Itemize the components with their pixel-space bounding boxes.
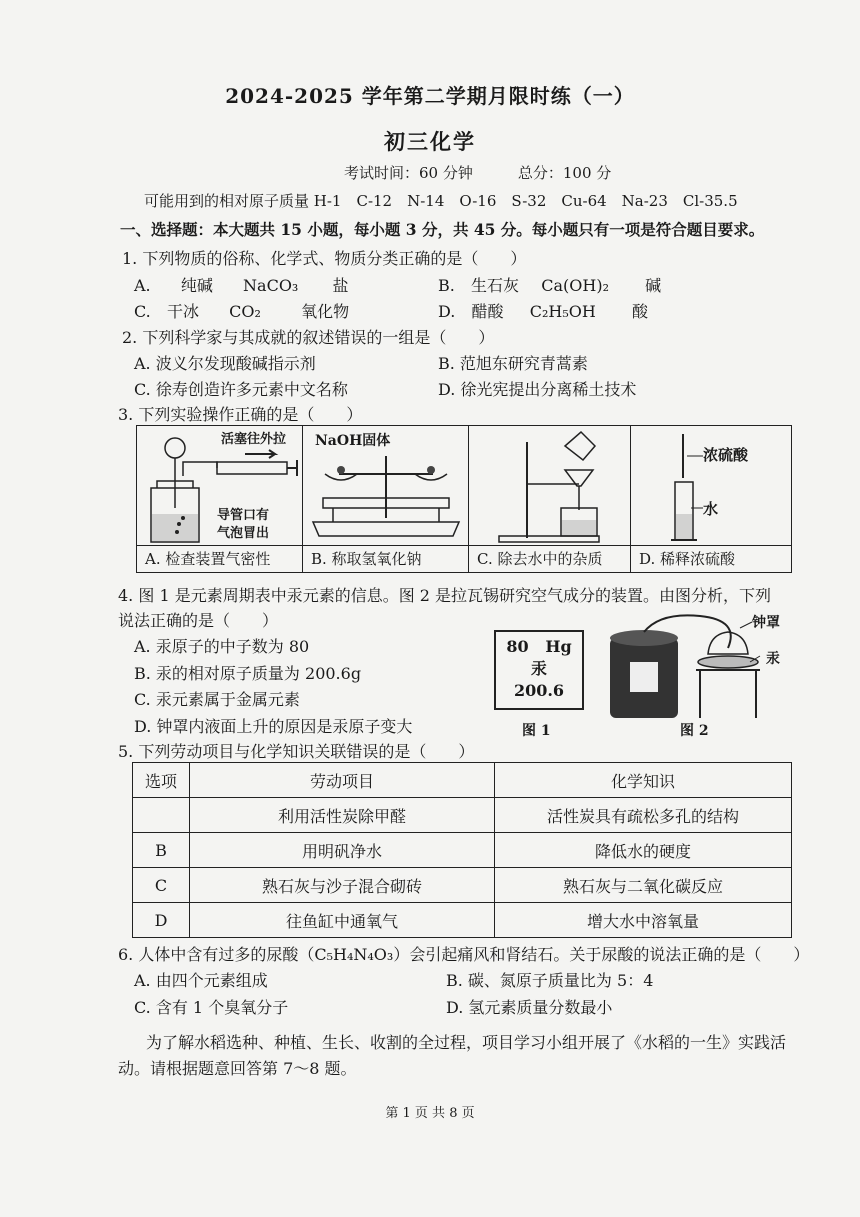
atomic-masses: 可能用到的相对原子质量 H-1 C-12 N-14 O-16 S-32 Cu-64 Na-23 Cl-35.5 [144, 192, 738, 210]
header-labor: 劳动项目 [190, 763, 495, 798]
subject-title: 初三化学 [384, 129, 476, 154]
q3-caption-c: C. 除去水中的杂质 [469, 545, 630, 572]
question-4-stem-1: 4. 图 1 是元素周期表中汞元素的信息。图 2 是拉瓦锡研究空气成分的装置。由图分析，下列 [118, 586, 772, 605]
figure-1-label: 图 1 [522, 723, 551, 739]
option-name: 生石灰 [471, 276, 520, 295]
question-3-stem: 3. 下列实验操作正确的是（ ） [118, 405, 363, 424]
label-bubbles-2: 气泡冒出 [217, 526, 270, 541]
question-5-stem: 5. 下列劳动项目与化学知识关联错误的是（ ） [118, 742, 475, 761]
q1-option-c[interactable] [134, 299, 349, 322]
question-2-stem: 2. 下列科学家与其成就的叙述错误的一组是（ ） [122, 328, 495, 347]
row-chemistry: 熟石灰与二氧化碳反应 [495, 868, 792, 903]
filtration-illustration [469, 426, 631, 546]
page-number: 第 1 页 共 8 页 [385, 1106, 475, 1121]
row-labor: 利用活性炭除甲醛 [190, 798, 495, 833]
q6-option-b[interactable]: B. 碳、氮原子质量比为 5：4 [446, 971, 654, 990]
option-type: 氧化物 [301, 302, 350, 321]
question-1-stem: 1. 下列物质的俗称、化学式、物质分类正确的是（ ） [122, 249, 527, 268]
option-letter: C. [134, 302, 151, 321]
q3-caption-d: D. 稀释浓硫酸 [631, 545, 791, 572]
option-formula: Ca(OH)₂ [541, 276, 609, 295]
option-formula: CO₂ [229, 302, 261, 321]
q3-caption-b: B. 称取氢氧化钠 [303, 545, 468, 572]
row-chemistry: 活性炭具有疏松多孔的结构 [495, 798, 792, 833]
row-option [133, 798, 190, 833]
q2-option-a[interactable]: A. 波义尔发现酸碱指示剂 [134, 354, 316, 373]
label-conc-sulfuric-acid: 浓硫酸 [703, 446, 749, 464]
q4-option-d[interactable]: D. 钟罩内液面上升的原因是汞原子变大 [134, 717, 413, 736]
passage-line-2: 动。请根据题意回答第 7～8 题。 [118, 1059, 357, 1078]
row-chemistry: 降低水的硬度 [495, 833, 792, 868]
label-plunger-out: 活塞往外拉 [221, 432, 287, 447]
element-symbol: Hg [545, 637, 572, 656]
header-chemistry: 化学知识 [495, 763, 792, 798]
exam-info: 考试时间：60 分钟 总分：100 分 [344, 164, 612, 182]
label-bell-jar: 钟罩 [752, 615, 780, 631]
row-option: C [133, 868, 190, 903]
option-formula: C₂H₅OH [529, 302, 596, 321]
q6-option-a[interactable]: A. 由四个元素组成 [134, 971, 268, 990]
option-name: 纯碱 [180, 276, 213, 295]
q1-option-a[interactable] [134, 273, 349, 296]
atomic-number: 80 [506, 637, 529, 656]
q1-option-d[interactable] [438, 299, 648, 322]
option-letter: D. [438, 302, 456, 321]
header-option: 选项 [133, 763, 190, 798]
option-name: 干冰 [166, 302, 199, 321]
row-labor: 往鱼缸中通氧气 [190, 903, 495, 938]
option-letter: B. [438, 276, 455, 295]
q6-option-c[interactable]: C. 含有 1 个臭氧分子 [134, 998, 289, 1017]
question-4-stem-2: 说法正确的是（ ） [118, 611, 279, 630]
row-option: D [133, 903, 190, 938]
q4-option-a[interactable]: A. 汞原子的中子数为 80 [134, 637, 310, 656]
label-mercury: 汞 [766, 651, 780, 667]
element-name: 汞 [530, 659, 547, 678]
q3-cell-b[interactable] [303, 426, 469, 572]
label-naoh: NaOH固体 [315, 433, 391, 449]
q3-cell-c[interactable] [469, 426, 631, 572]
passage-line-1: 为了解水稻选种、种植、生长、收割的全过程，项目学习小组开展了《水稻的一生》实践活 [146, 1033, 787, 1052]
q3-cell-a[interactable] [137, 426, 303, 572]
row-chemistry: 增大水中溶氧量 [495, 903, 792, 938]
row-labor: 熟石灰与沙子混合砌砖 [190, 868, 495, 903]
option-type: 碱 [645, 276, 662, 295]
figure-2-label: 图 2 [680, 723, 709, 739]
table-row[interactable] [133, 833, 792, 868]
q5-table [132, 762, 792, 938]
q3-apparatus-table [136, 425, 792, 573]
section-heading: 一、选择题：本大题共 15 小题，每小题 3 分，共 45 分。每小题只有一项是符合题目要求。 [120, 220, 765, 239]
label-water: 水 [703, 500, 719, 518]
table-row[interactable] [133, 798, 792, 833]
element-card-mercury [494, 630, 584, 710]
q3-cell-d[interactable] [631, 426, 791, 572]
q1-option-b[interactable] [438, 273, 661, 296]
table-row[interactable] [133, 903, 792, 938]
option-letter: A. [134, 276, 151, 295]
table-row[interactable] [133, 868, 792, 903]
table-header-row [133, 763, 792, 798]
element-number-symbol [496, 636, 582, 658]
option-formula: NaCO₃ [243, 276, 299, 295]
row-option: B [133, 833, 190, 868]
question-6-stem: 6. 人体中含有过多的尿酸（C₅H₄N₄O₃）会引起痛风和肾结石。关于尿酸的说法正确的是（ ） [118, 945, 810, 964]
q6-option-d[interactable]: D. 氢元素质量分数最小 [446, 998, 613, 1017]
option-name: 醋酸 [471, 302, 504, 321]
q2-option-d[interactable]: D. 徐光宪提出分离稀土技术 [438, 380, 637, 399]
q3-caption-a: A. 检查装置气密性 [137, 545, 302, 572]
row-labor: 用明矾净水 [190, 833, 495, 868]
exam-title: 2024-2025 学年第二学期月限时练（一） [225, 84, 635, 108]
q2-option-c[interactable]: C. 徐寿创造许多元素中文名称 [134, 380, 348, 399]
q2-option-b[interactable]: B. 范旭东研究青蒿素 [438, 354, 588, 373]
q4-option-c[interactable]: C. 汞元素属于金属元素 [134, 690, 300, 709]
option-type: 酸 [632, 302, 649, 321]
label-bubbles-1: 导管口有 [217, 508, 270, 523]
option-type: 盐 [332, 276, 349, 295]
atomic-mass: 200.6 [513, 681, 565, 700]
q4-option-b[interactable]: B. 汞的相对原子质量为 200.6g [134, 664, 362, 683]
